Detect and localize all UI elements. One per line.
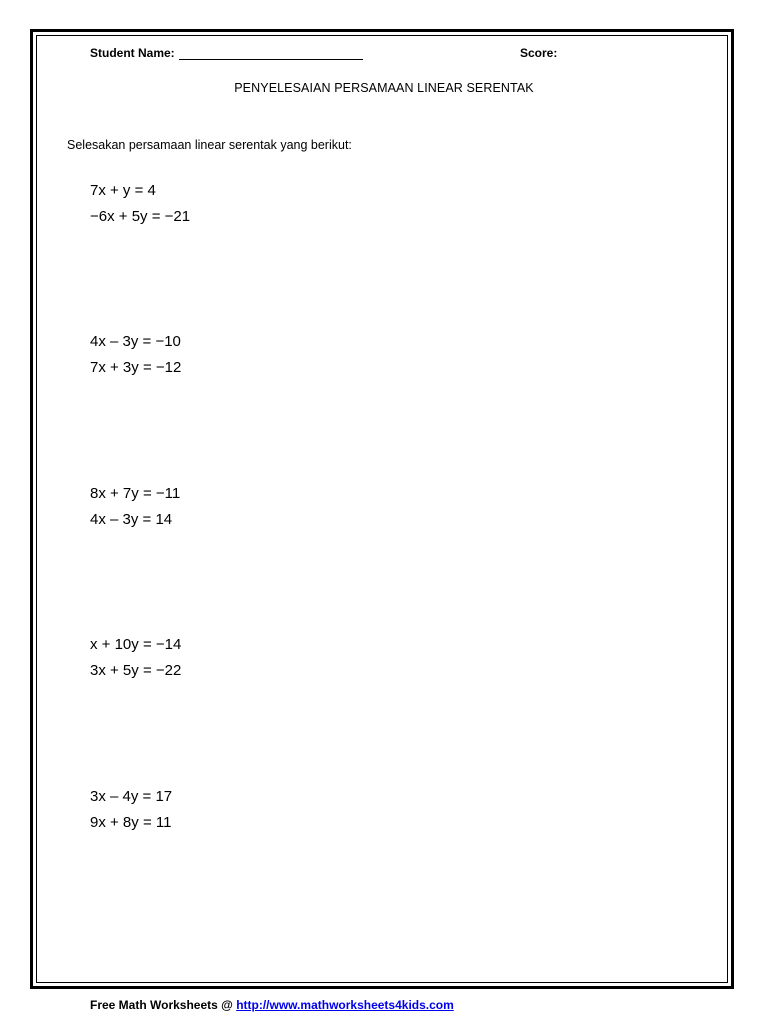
student-name-field — [90, 46, 363, 60]
footer — [90, 998, 454, 1012]
equation-1: 7x + y = 4 — [90, 182, 156, 199]
footer-label: Free Math Worksheets @ — [90, 998, 237, 1012]
equation-2: 7x + 3y = −12 — [90, 359, 182, 376]
equation-2: 9x + 8y = 11 — [90, 814, 172, 831]
problem-1 — [90, 178, 190, 230]
equation-1: 8x + 7y = −11 — [90, 485, 181, 502]
problem-3 — [90, 481, 180, 533]
equation-2: −6x + 5y = −21 — [90, 208, 191, 225]
problem-2 — [90, 329, 181, 381]
score-label: Score: — [520, 46, 558, 60]
equation-2: 3x + 5y = −22 — [90, 662, 182, 679]
instruction-text: Selesakan persamaan linear serentak yang berikut: — [67, 138, 352, 152]
problem-5 — [90, 784, 172, 836]
student-name-label: Student Name: — [90, 46, 175, 60]
equation-1: 4x – 3y = −10 — [90, 333, 181, 350]
equation-2: 4x – 3y = 14 — [90, 511, 173, 528]
footer-link[interactable]: http://www.mathworksheets4kids.com — [236, 998, 454, 1012]
student-name-line — [179, 47, 363, 60]
equation-1: 3x – 4y = 17 — [90, 788, 173, 805]
problem-4 — [90, 632, 181, 684]
worksheet-title: PENYELESAIAN PERSAMAAN LINEAR SERENTAK — [234, 81, 534, 95]
equation-1: x + 10y = −14 — [90, 636, 182, 653]
